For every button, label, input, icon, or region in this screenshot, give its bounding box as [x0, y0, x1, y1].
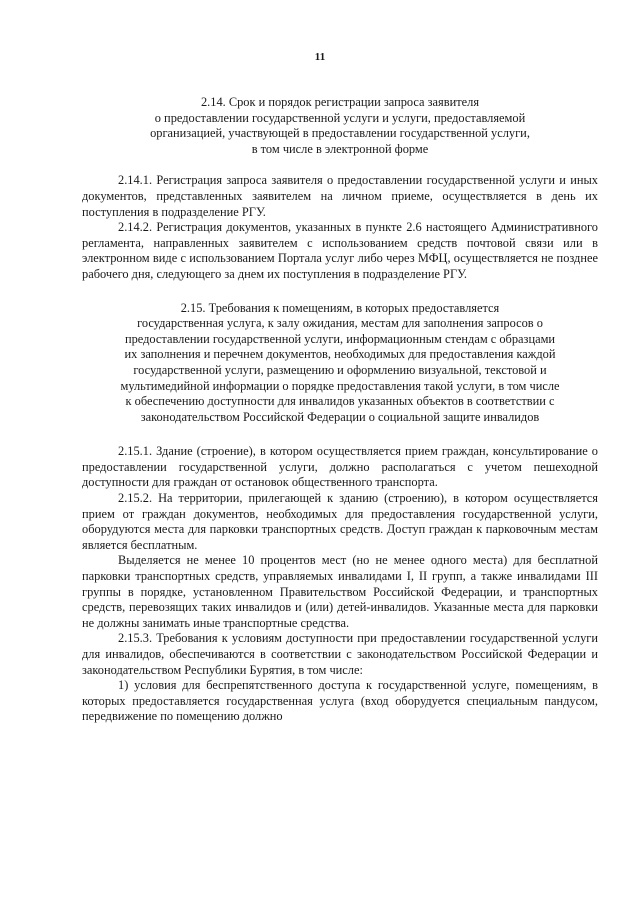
- paragraph-2-15-2: 2.15.2. На территории, прилегающей к зданию (строению), в котором осуществляется прием от граждан документов, необходимых для предоставления государственной услуги, оборудуются места для парковки транспортных средств. Доступ граждан к парковочным местам является бесплатным.: [82, 491, 598, 552]
- paragraph-2-15-3: 2.15.3. Требования к условиям доступности при предоставлении государственной услуги для инвалидов, обеспечиваются в соответствии с законодательством Российской Федерации и законодательством Республики Бурятия, в том числе:: [82, 631, 598, 677]
- heading-line: законодательством Российской Федерации о социальной защите инвалидов: [140, 409, 540, 424]
- section-2-14-heading: [82, 95, 598, 157]
- heading-line: о предоставлении государственной услуги и услуги, предоставляемой: [154, 110, 526, 125]
- heading-line: мультимедийной информации о порядке предоставления такой услуги, в том числе: [120, 378, 560, 393]
- heading-line: в том числе в электронной форме: [251, 141, 429, 156]
- page-number: 11: [314, 51, 326, 63]
- heading-line: 2.14. Срок и порядок регистрации запроса заявителя: [200, 95, 480, 109]
- heading-line: государственная услуга, к залу ожидания, местам для заполнения запросов о: [137, 316, 543, 331]
- heading-line: организацией, участвующей в предоставлении государственной услуги,: [150, 126, 530, 141]
- paragraph-item-1: 1) условия для беспрепятственного доступа к государственной услуге, помещениям, в которых предоставляется государственная услуга (вход оборудуется специальным пандусом, передвижение по помещению должно: [82, 678, 598, 724]
- section-2-15-heading: [82, 301, 598, 426]
- heading-line: к обеспечению доступности для инвалидов указанных объектов в соответствии с: [125, 394, 555, 409]
- document-body: [82, 95, 598, 725]
- heading-line: предоставлении государственной услуги, информационным стендам с образцами: [124, 331, 556, 346]
- heading-line: 2.15. Требования к помещениям, в которых предоставляется: [180, 300, 500, 315]
- paragraph-2-15-1: 2.15.1. Здание (строение), в котором осуществляется прием граждан, консультирование о предоставлении государственной услуги, должно располагаться с учетом пешеходной доступности для граждан от остановок общественного транспорта.: [82, 444, 598, 490]
- paragraph-2-14-2: 2.14.2. Регистрация документов, указанных в пункте 2.6 настоящего Административного регламента, направленных заявителем с использованием средств почтовой связи или в электронном виде с использованием Портала услуг либо через МФЦ, осуществляется не позднее рабочего дня, следующего за днем их поступления в подразделение РГУ.: [82, 220, 598, 281]
- paragraph-2-14-1: 2.14.1. Регистрация запроса заявителя о предоставлении государственной услуги и иных документов, представленных заявителем на личном приеме, осуществляется в день их поступления в подразделение РГУ.: [82, 173, 598, 219]
- paragraph-parking-quota: Выделяется не менее 10 процентов мест (но не менее одного места) для бесплатной парковки транспортных средств, управляемых инвалидами I, II групп, а также инвалидами III группы в порядке, установленном Правительством Российской Федерации, и транспортных средств, перевозящих таких инвалидов и (или) детей-инвалидов. Указанные места для парковки не должны занимать иные транспортные средства.: [82, 553, 598, 630]
- heading-line: их заполнения и перечнем документов, необходимых для предоставления каждой: [124, 347, 556, 362]
- heading-line: государственной услуги, размещению и оформлению визуальной, текстовой и: [133, 362, 547, 377]
